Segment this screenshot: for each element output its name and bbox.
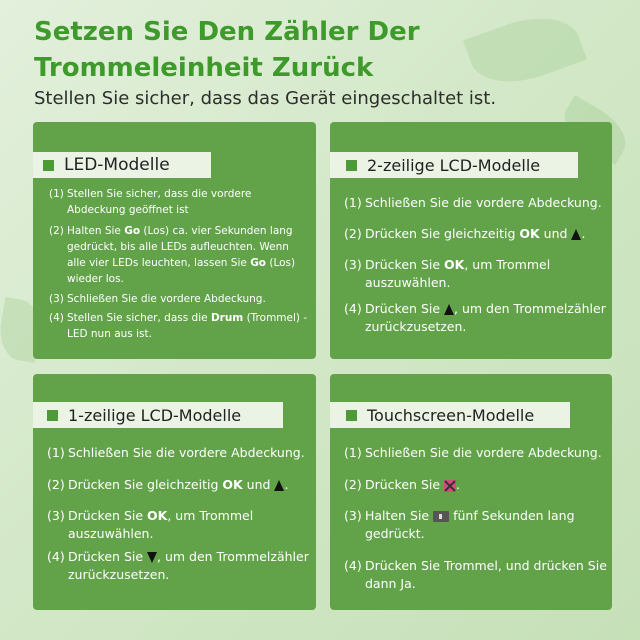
step-item: (3) Drücken Sie OK, um Trommel auszuwählen.	[47, 508, 254, 541]
bullet-square-icon	[43, 160, 54, 171]
stop-x-icon	[444, 480, 456, 492]
card-heading: 2-zeilige LCD-Modelle	[367, 155, 541, 175]
bullet-square-icon	[47, 410, 58, 421]
card-led-models	[33, 122, 316, 359]
up-arrow-icon	[274, 480, 284, 491]
step-item: (1) Schließen Sie die vordere Abdeckung.	[47, 445, 305, 460]
card-header	[33, 152, 211, 178]
card-touchscreen-models	[330, 374, 612, 610]
bullet-square-icon	[346, 410, 357, 421]
card-heading: Touchscreen-Modelle	[367, 405, 535, 425]
card-2-line-lcd-models	[330, 122, 612, 359]
step-item: (2) Drücken Sie gleichzeitig OK und .	[344, 226, 586, 241]
card-1-line-lcd-models	[33, 374, 316, 610]
page-subtitle: Stellen Sie sicher, dass das Gerät eingeschaltet ist.	[34, 88, 497, 109]
step-item: (4) Drücken Sie , um den Trommelzähler zurückzusetzen.	[344, 301, 606, 334]
step-item: (4) Drücken Sie , um den Trommelzähler zurückzusetzen.	[47, 549, 309, 582]
step-list	[47, 444, 313, 584]
down-arrow-icon	[147, 552, 157, 563]
up-arrow-icon	[571, 229, 581, 240]
step-list	[344, 444, 608, 593]
step-item: (1) Schließen Sie die vordere Abdeckung.	[344, 195, 602, 210]
step-list	[49, 186, 309, 344]
step-item: (1) Schließen Sie die vordere Abdeckung.	[344, 445, 602, 460]
bullet-square-icon	[346, 160, 357, 171]
step-item: (4) Stellen Sie sicher, dass die Drum (Trommel) -LED nun aus ist.	[49, 312, 308, 340]
step-item: (2) Halten Sie Go (Los) ca. vier Sekunden lang gedrückt, bis alle LEDs aufleuchten. Wenn alle vier LEDs leuchten, lassen Sie Go (Los) wieder los.	[49, 225, 296, 285]
page-title: Setzen Sie Den Zähler Der Trommeleinheit Zurück	[34, 17, 420, 83]
card-header	[33, 402, 283, 428]
step-item: (1) Stellen Sie sicher, dass die vordere Abdeckung geöffnet ist	[49, 188, 252, 216]
card-header	[330, 152, 578, 178]
step-item: (3) Drücken Sie OK, um Trommel auszuwählen.	[344, 257, 551, 290]
step-item: (4) Drücken Sie Trommel, und drücken Sie dann Ja.	[344, 558, 607, 591]
step-item: (2) Drücken Sie .	[344, 477, 460, 492]
card-heading: 1-zeilige LCD-Modelle	[68, 405, 242, 425]
step-item: (2) Drücken Sie gleichzeitig OK und .	[47, 477, 289, 492]
up-arrow-icon	[444, 304, 454, 315]
step-item: (3) Schließen Sie die vordere Abdeckung.	[49, 293, 266, 305]
step-list	[344, 194, 608, 336]
step-item: (3) Halten Sie fünf Sekunden lang gedrückt.	[344, 508, 575, 541]
info-button-icon	[433, 511, 449, 522]
card-heading: LED-Modelle	[64, 155, 170, 175]
card-header	[330, 402, 570, 428]
